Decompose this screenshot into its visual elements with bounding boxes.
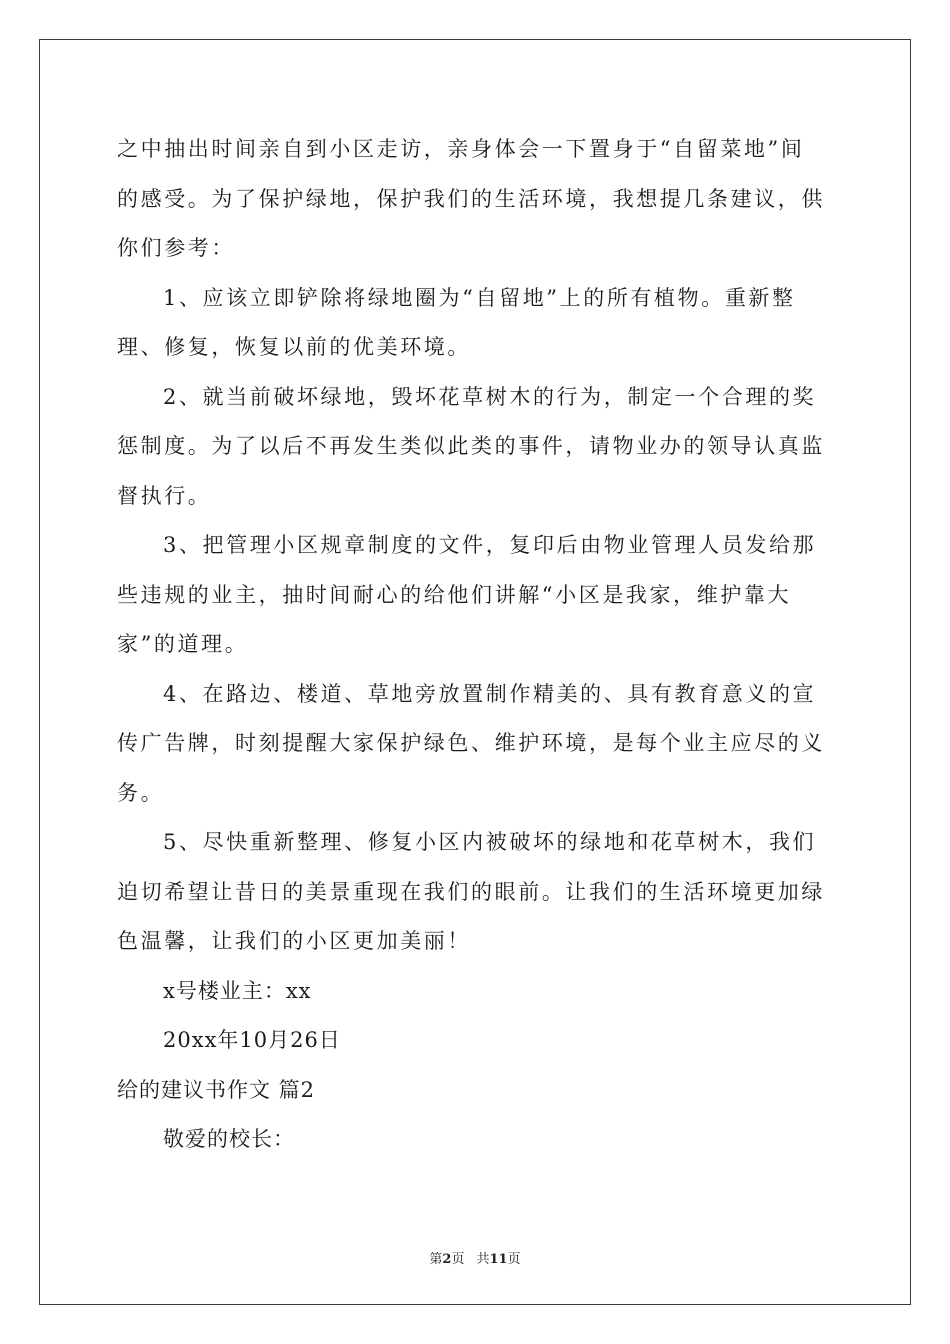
- total-prefix: 共: [476, 1252, 490, 1267]
- text-line: 务。: [117, 780, 165, 805]
- text-line: 督执行。: [117, 483, 212, 508]
- text-line: 些违规的业主，抽时间耐心的给他们讲解“小区是我家，维护靠大: [117, 582, 792, 607]
- text-line: 的感受。为了保护绿地，保护我们的生活环境，我想提几条建议，供: [117, 186, 825, 211]
- text-line: 迫切希望让昔日的美景重现在我们的眼前。让我们的生活环境更加绿: [117, 879, 825, 904]
- suggestion-3-line: 3、把管理小区规章制度的文件，复印后由物业管理人员发给那: [163, 533, 817, 557]
- text-line: 你们参考：: [117, 236, 235, 260]
- text-line: 之中抽出时间亲自到小区走访，亲身体会一下置身于“自留菜地”间: [117, 137, 805, 161]
- suggestion-1-line: 1、应该立即铲除将绿地圈为“自留地”上的所有植物。重新整: [163, 285, 796, 310]
- signature-line: x号楼业主：xx: [163, 978, 312, 1003]
- page-number: 2: [442, 1252, 452, 1267]
- section-heading: 给的建议书作文 篇2: [117, 1077, 316, 1102]
- suggestion-4-line: 4、在路边、楼道、草地旁放置制作精美的、具有教育意义的宣: [163, 681, 817, 706]
- text-line: 色温馨，让我们的小区更加美丽！: [117, 929, 471, 953]
- page-label-prefix: 第: [429, 1252, 443, 1267]
- suggestion-5-line: 5、尽快重新整理、修复小区内被破坏的绿地和花草树木，我们: [163, 830, 817, 854]
- suggestion-2-line: 2、就当前破坏绿地，毁坏花草树木的行为，制定一个合理的奖: [163, 384, 817, 409]
- page-footer: [0, 1248, 950, 1267]
- date-line: 20xx年10月26日: [163, 1028, 341, 1052]
- document-body: [117, 125, 837, 1165]
- text-line: 理、修复，恢复以前的优美环境。: [117, 335, 471, 359]
- total-pages: 11: [489, 1252, 508, 1267]
- text-line: 家”的道理。: [117, 632, 249, 656]
- page-label-suffix: 页: [451, 1252, 465, 1267]
- total-suffix: 页: [507, 1252, 521, 1267]
- text-line: 传广告牌，时刻提醒大家保护绿色、维护环境，是每个业主应尽的义: [117, 731, 825, 755]
- salutation-line: 敬爱的校长：: [163, 1127, 295, 1151]
- text-line: 惩制度。为了以后不再发生类似此类的事件，请物业办的领导认真监: [117, 434, 825, 458]
